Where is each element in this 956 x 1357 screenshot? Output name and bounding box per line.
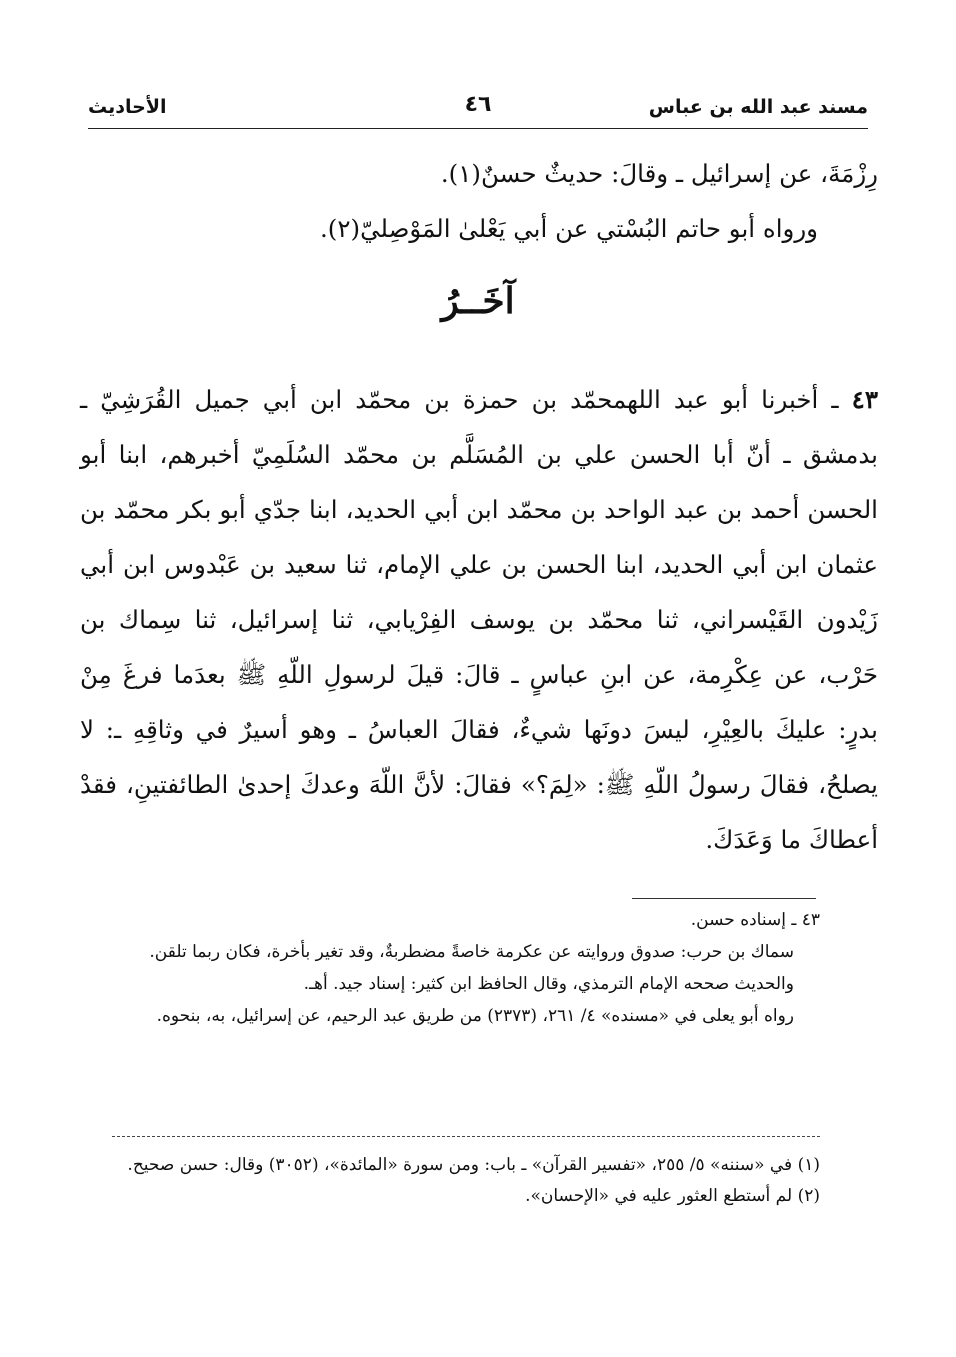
hadith-text: ـ أخبرنا أبو عبد اللهمحمّد بن حمزة بن محمّد ابن أبي جميل القُرَشِيّ ـ بدمشق ـ أنّ أبا الحسن علي بن المُسَلَّم بن محمّد السُلَمِيّ أخبرهم، ابنا أبو الحسن أحمد بن عبد الواحد بن محمّد ابن أبي الحديد، ابنا جدّي أبو بكر محمّد بن عثمان ابن أبي الحديد، ابنا الحسن بن علي الإمام، ثنا سعيد بن عَبْدوس ابن أبي زَيْدون القَيْسراني، ثنا محمّد بن يوسف الفِرْيابي، ثنا إسرائيل، ثنا سِماك بن حَرْب، عن عِكْرِمة، عن ابنِ عباسٍ ـ قالَ: قيلَ لرسولِ اللّهِ ﷺ بعدَما فرغَ مِنْ بدرٍ: عليكَ بالعِيْرِ، ليسَ دونَها شيءٌ، فقالَ العباسُ ـ وهو أسيرٌ في وثاقِهِ ـ: لا يصلحُ، فقالَ رسولُ اللّهِ ﷺ: «لِمَ؟» فقالَ: لأنَّ اللّهَ وعدكَ إحدىٰ الطائفتينِ، فقدْ أعطاكَ ما وَعَدَكَ. [80, 385, 878, 854]
footnote-2: (٢) لم أستطع العثور عليه في «الإحسان». [525, 1186, 820, 1206]
page-number: ٤٦ [464, 92, 492, 117]
section-heading: آخَــرُ [441, 280, 515, 322]
tail-line-2: ورواه أبو حاتم البُسْتي عن أبي يَعْلىٰ المَوْصِليّ(٢). [319, 214, 818, 243]
commentary-line-2: سماك بن حرب: صدوق وروايته عن عكرمة خاصةً مضطربةٌ، وقد تغير بأخرة، فكان ربما تلقن. [149, 942, 794, 962]
hadith-body [80, 372, 878, 867]
previous-hadith-tail [80, 146, 878, 256]
footnotes [90, 1150, 820, 1212]
commentary-line-3: والحديث صححه الإمام الترمذي، وقال الحافظ ابن كثير: إسناد جيد. أهـ. [303, 974, 794, 994]
hadith-number: ٤٣ [851, 385, 878, 414]
footnote-1: (١) في «سننه» ٥/ ٢٥٥، «تفسير القرآن» ـ باب: ومن سورة «المائدة»، (٣٠٥٢) وقال: حسن صحيح. [127, 1155, 820, 1175]
commentary [90, 904, 820, 1032]
book-title: مسند عبد الله بن عباس [648, 96, 868, 118]
section-name: الأحاديث [88, 96, 167, 118]
header-rule [88, 128, 868, 129]
footnote-separator [112, 1136, 820, 1137]
running-header [88, 92, 868, 128]
commentary-line-1: ٤٣ ـ إسناده حسن. [690, 910, 820, 930]
commentary-rule [632, 898, 816, 899]
commentary-line-4: رواه أبو يعلى في «مسنده» ٤/ ٢٦١، (٢٣٧٣) من طريق عبد الرحيم، عن إسرائيل، به، بنحوه. [156, 1006, 794, 1026]
tail-line-1: رِزْمَةَ، عن إسرائيل ـ وقالَ: حديثٌ حسنٌ(١). [440, 159, 878, 188]
